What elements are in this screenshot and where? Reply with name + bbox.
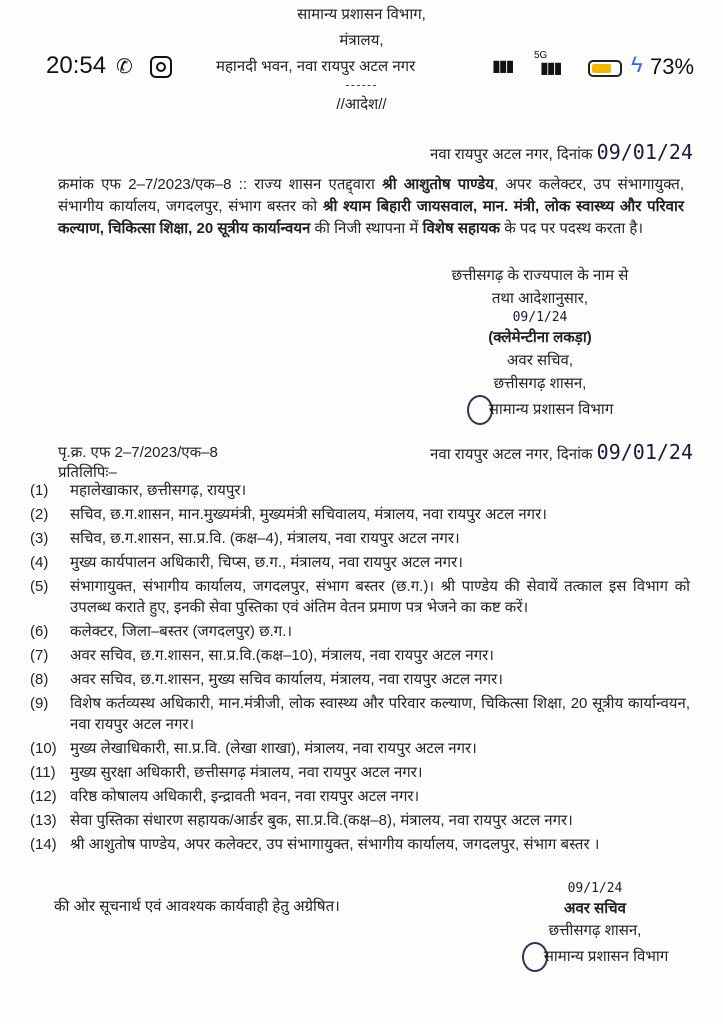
list-item <box>30 576 690 618</box>
item-text: अवर सचिव, छ.ग.शासन, सा.प्र.वि.(कक्ष–10), मंत्रालय, नवा रायपुर अटल नगर। <box>70 647 494 664</box>
list-item <box>30 834 690 855</box>
status-time: 20:54 <box>46 52 107 79</box>
item-text: संभागायुक्त, संभागीय कार्यालय, जगदलपुर, संभाग बस्तर (छ.ग.)। श्री पाण्डेय की सेवायें तत्काल इस विभाग को उपलब्ध कराते हुए, इनकी सेवा पुस्तिका एवं अंतिम वेतन प्रमाण पत्र भेजने का कष्ट करें। <box>70 578 690 616</box>
signatory-designation: अवर सचिव, <box>506 352 574 369</box>
item-number: (12) <box>30 788 57 805</box>
item-text: महालेखाकार, छत्तीसगढ़, रायपुर। <box>70 482 247 499</box>
minister-name: श्री श्याम बिहारी जायसवाल, मान. मंत्री, लोक स्वास्थ्य और परिवार कल्याण, चिकित्सा शिक्षा, 20 सूत्रीय कार्यान्वयन <box>58 198 685 237</box>
signatory-govt: छत्तीसगढ़ शासन, <box>548 922 642 939</box>
copy-list <box>30 480 690 858</box>
item-text: विशेष कर्तव्यस्थ अधिकारी, मान.मंत्रीजी, लोक स्वास्थ्य और परिवार कल्याण, चिकित्सा शिक्षा, 20 सूत्रीय कार्यान्वयन, नवा रायपुर अटल नगर। <box>70 695 690 733</box>
handwritten-signature: 09/1/24 <box>512 310 568 325</box>
item-number: (3) <box>30 530 49 547</box>
item-text: मुख्य सुरक्षा अधिकारी, छत्तीसगढ़ मंत्रालय, नवा रायपुर अटल नगर। <box>70 764 423 781</box>
item-text: सचिव, छ.ग.शासन, मान.मुख्यमंत्री, मुख्यमंत्री सचिवालय, मंत्रालय, नवा रायपुर अटल नगर। <box>70 506 547 523</box>
list-item <box>30 669 690 690</box>
item-text: मुख्य कार्यपालन अधिकारी, चिप्स, छ.ग., मंत्रालय, नवा रायपुर अटल नगर। <box>70 554 463 571</box>
signatory-govt: छत्तीसगढ़ शासन, <box>493 375 587 392</box>
list-item <box>30 528 690 549</box>
item-number: (8) <box>30 671 49 688</box>
date-label: नवा रायपुर अटल नगर, दिनांक <box>430 446 593 463</box>
signature-line: छत्तीसगढ़ के राज्यपाल के नाम से <box>451 267 629 284</box>
order-text: क्रमांक एफ 2–7/2023/एक–8 :: राज्य शासन एतद्द्वारा <box>58 176 383 193</box>
copy-date <box>430 440 693 464</box>
battery-icon <box>588 60 622 77</box>
signal-icon: ▮▮▮ <box>492 58 513 75</box>
item-number: (1) <box>30 482 49 499</box>
phone-icon: ✆ <box>116 56 133 78</box>
item-number: (11) <box>30 764 56 781</box>
signal-icon: ▮▮▮ <box>540 60 561 77</box>
list-item <box>30 786 690 807</box>
battery-percent: 73% <box>650 54 695 79</box>
network-type: 5G <box>534 50 548 61</box>
header-address: महानदी भवन, नवा रायपुर अटल नगर <box>216 58 416 75</box>
list-item <box>30 810 690 831</box>
item-number: (5) <box>30 578 49 595</box>
signature-line: तथा आदेशानुसार, <box>491 290 589 307</box>
order-text: , अपर कलेक्टर, उप संभागायुक्त, संभागीय कार्यालय, जगदलपुर, संभाग बस्तर को <box>58 176 685 215</box>
item-text: कलेक्टर, जिला–बस्तर (जगदलपुर) छ.ग.। <box>70 623 293 640</box>
list-item <box>30 504 690 525</box>
item-text: अवर सचिव, छ.ग.शासन, मुख्य सचिव कार्यालय, मंत्रालय, नवा रायपुर अटल नगर। <box>70 671 503 688</box>
order-text: की निजी स्थापना में <box>310 220 423 237</box>
signatory-name: (क्लेमेन्टीना लकड़ा) <box>488 329 592 346</box>
signature-block-1 <box>420 264 660 425</box>
item-number: (2) <box>30 506 49 523</box>
item-text: श्री आशुतोष पाण्डेय, अपर कलेक्टर, उप संभागायुक्त, संभागीय कार्यालय, जगदलपुर, संभाग बस्तर । <box>70 836 600 853</box>
order-body <box>58 174 684 240</box>
item-text: मुख्य लेखाधिकारी, सा.प्र.वि. (लेखा शाखा), मंत्रालय, नवा रायपुर अटल नगर। <box>70 740 477 757</box>
list-item <box>30 693 690 735</box>
list-item <box>30 621 690 642</box>
copy-ref: पृ.क्र. एफ 2–7/2023/एक–8 <box>58 444 218 461</box>
signatory-dept: सामान्य प्रशासन विभाग <box>543 947 669 965</box>
item-text: सचिव, छ.ग.शासन, सा.प्र.वि. (कक्ष–4), मंत्रालय, नवा रायपुर अटल नगर। <box>70 530 460 547</box>
order-text: के पद पर पदस्थ करता है। <box>500 220 644 237</box>
order-title: //आदेश// <box>336 96 387 113</box>
closing-text: की ओर सूचनार्थ एवं आवश्यक कार्यवाही हेतु अग्रेषित। <box>54 898 340 915</box>
post-name: विशेष सहायक <box>422 220 501 237</box>
status-bar <box>0 52 723 86</box>
item-number: (7) <box>30 647 49 664</box>
item-number: (6) <box>30 623 49 640</box>
date-label: नवा रायपुर अटल नगर, दिनांक <box>430 146 593 163</box>
item-text: सेवा पुस्तिका संधारण सहायक/आर्डर बुक, सा.प्र.वि.(कक्ष–8), मंत्रालय, नवा रायपुर अटल नगर। <box>70 812 573 829</box>
item-number: (9) <box>30 695 49 712</box>
officer-name: श्री आशुतोष पाण्डेय <box>382 176 494 193</box>
instagram-icon <box>150 56 172 78</box>
date-handwritten: 09/01/24 <box>596 140 693 164</box>
item-text: वरिष्ठ कोषालय अधिकारी, इन्द्रावती भवन, नवा रायपुर अटल नगर। <box>70 788 420 805</box>
item-number: (10) <box>30 740 57 757</box>
list-item <box>30 480 690 501</box>
date-handwritten: 09/01/24 <box>596 440 693 464</box>
item-number: (14) <box>30 836 57 853</box>
divider <box>346 85 376 86</box>
charging-icon: ϟ <box>631 52 643 77</box>
list-item <box>30 645 690 666</box>
signature-block-2 <box>500 880 690 972</box>
list-item <box>30 762 690 783</box>
header-ministry: मंत्रालय, <box>339 32 384 49</box>
item-number: (4) <box>30 554 49 571</box>
item-number: (13) <box>30 812 57 829</box>
list-item <box>30 738 690 759</box>
header-department: सामान्य प्रशासन विभाग, <box>297 6 426 23</box>
signatory-dept: सामान्य प्रशासन विभाग <box>488 400 614 418</box>
list-item <box>30 552 690 573</box>
order-date <box>430 140 693 164</box>
handwritten-signature: 09/1/24 <box>567 881 623 896</box>
signatory-designation: अवर सचिव <box>564 900 626 917</box>
copy-heading: प्रतिलिपिः– <box>58 464 117 481</box>
